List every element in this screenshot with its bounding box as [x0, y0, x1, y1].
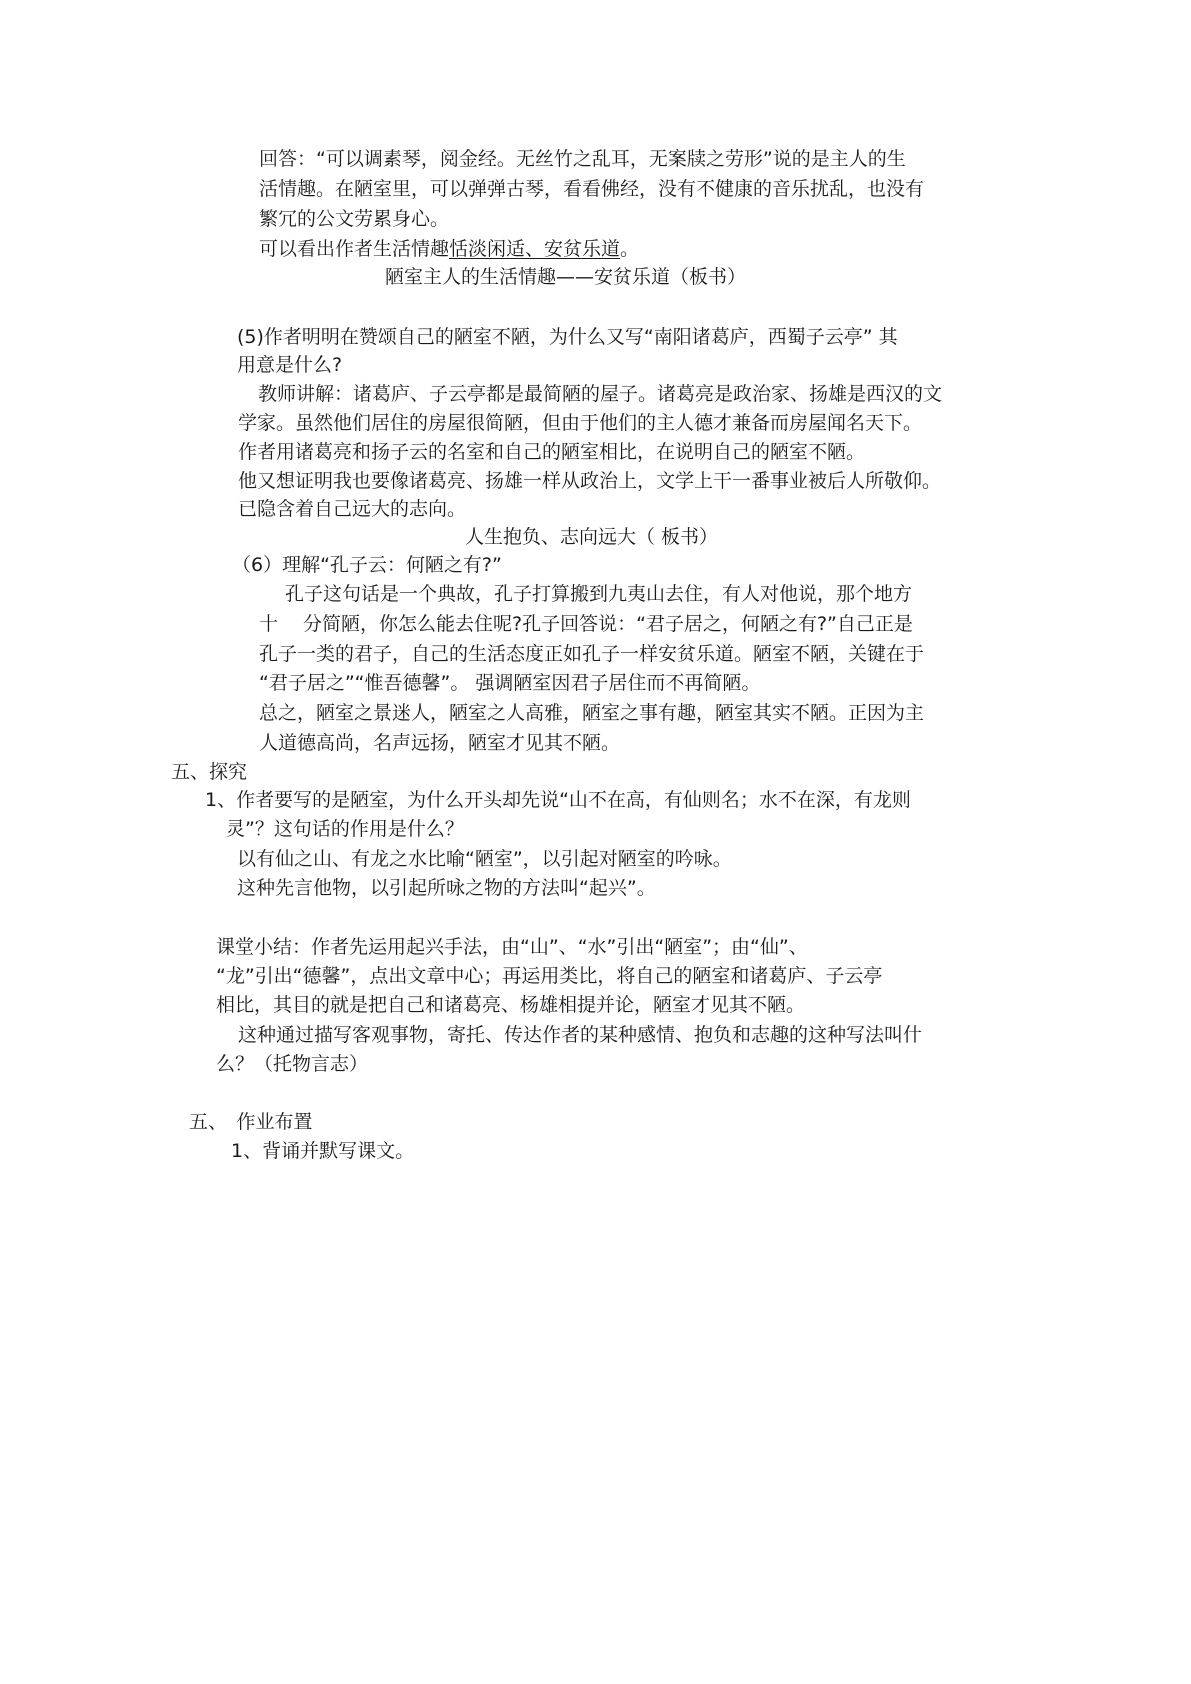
q5-line-4: 学家。虽然他们居住的房屋很简陋，但由于他们的主人德才兼备而房屋闻名天下。	[238, 412, 923, 434]
conclusion-underlined: 恬淡闲适、安贫乐道	[449, 238, 621, 260]
q6-line-5: “君子居之”“惟吾德馨”。 强调陋室因君子居住而不再简陋。	[259, 672, 761, 694]
q5-line-6: 他又想证明我也要像诸葛亮、扬雄一样从政治上，文学上干一番事业被后人所敬仰。	[238, 470, 942, 492]
conclusion-prefix: 可以看出作者生活情趣	[259, 238, 450, 260]
q6-line-4: 孔子一类的君子，自己的生活态度正如孔子一样安贫乐道。陋室不陋，关键在于	[259, 643, 925, 665]
explore-a1-line-1: 以有仙之山、有龙之水比喻“陋室”，以引起对陋室的吟咏。	[237, 848, 732, 870]
explore-a1-line-2: 这种先言他物，以引起所咏之物的方法叫“起兴”。	[237, 877, 656, 899]
q5-line-3: 教师讲解：诸葛庐、子云亭都是最简陋的屋子。诸葛亮是政治家、扬雄是西汉的文	[258, 383, 943, 405]
summary-line-5: 么？（托物言志）	[216, 1053, 369, 1075]
answer-line-1: 回答：“可以调素琴，阅金经。无丝竹之乱耳，无案牍之劳形”说的是主人的生	[259, 148, 906, 170]
q5-line-7: 已隐含着自己远大的志向。	[238, 498, 467, 520]
q6-line-1: （6）理解“孔子云：何陋之有?”	[232, 554, 502, 576]
conclusion-line	[259, 237, 639, 261]
q6-line-6: 总之，陋室之景迷人，陋室之人高雅，陋室之事有趣，陋室其实不陋。正因为主	[259, 702, 925, 724]
board-note-1: 陋室主人的生活情趣——安贫乐道（板书）	[385, 266, 747, 288]
answer-line-3: 繁冗的公文劳累身心。	[259, 208, 450, 230]
q5-line-2: 用意是什么?	[237, 354, 343, 376]
homework-item-1: 1、背诵并默写课文。	[231, 1140, 415, 1162]
answer-line-2: 活情趣。在陋室里，可以弹弹古琴，看看佛经，没有不健康的音乐扰乱，也没有	[259, 178, 925, 200]
explore-q1-line-2: 灵”？这句话的作用是什么？	[226, 818, 464, 840]
summary-line-1: 课堂小结：作者先运用起兴手法，由“山”、“水”引出“陋室”；由“仙”、	[216, 936, 808, 958]
summary-line-2: “龙”引出“德馨”，点出文章中心；再运用类比，将自己的陋室和诸葛庐、子云亭	[216, 965, 883, 987]
conclusion-suffix: 。	[620, 238, 640, 260]
q5-line-5: 作者用诸葛亮和扬子云的名室和自己的陋室相比，在说明自己的陋室不陋。	[238, 441, 866, 463]
q6-line-3: 十 分简陋，你怎么能去住呢?孔子回答说：“君子居之，何陋之有?”自己正是	[259, 613, 913, 635]
explore-heading: 五、探究	[171, 761, 248, 783]
summary-line-4: 这种通过描写客观事物，寄托、传达作者的某种感情、抱负和志趣的这种写法叫什	[238, 1024, 923, 1046]
explore-q1-line-1: 1、作者要写的是陋室，为什么开头却先说“山不在高，有仙则名；水不在深，有龙则	[205, 789, 911, 811]
q5-line-1: (5)作者明明在赞颂自己的陋室不陋，为什么又写“南阳诸葛庐，西蜀子云亭” 其	[237, 326, 898, 348]
homework-heading: 五、 作业布置	[189, 1111, 313, 1133]
q6-line-7: 人道德高尚，名声远扬，陋室才见其不陋。	[259, 732, 621, 754]
board-note-2: 人生抱负、志向远大（ 板书）	[465, 526, 719, 548]
q6-line-2: 孔子这句话是一个典故，孔子打算搬到九夷山去住，有人对他说，那个地方	[285, 583, 913, 605]
summary-line-3: 相比，其目的就是把自己和诸葛亮、杨雄相提并论，陋室才见其不陋。	[216, 994, 806, 1016]
